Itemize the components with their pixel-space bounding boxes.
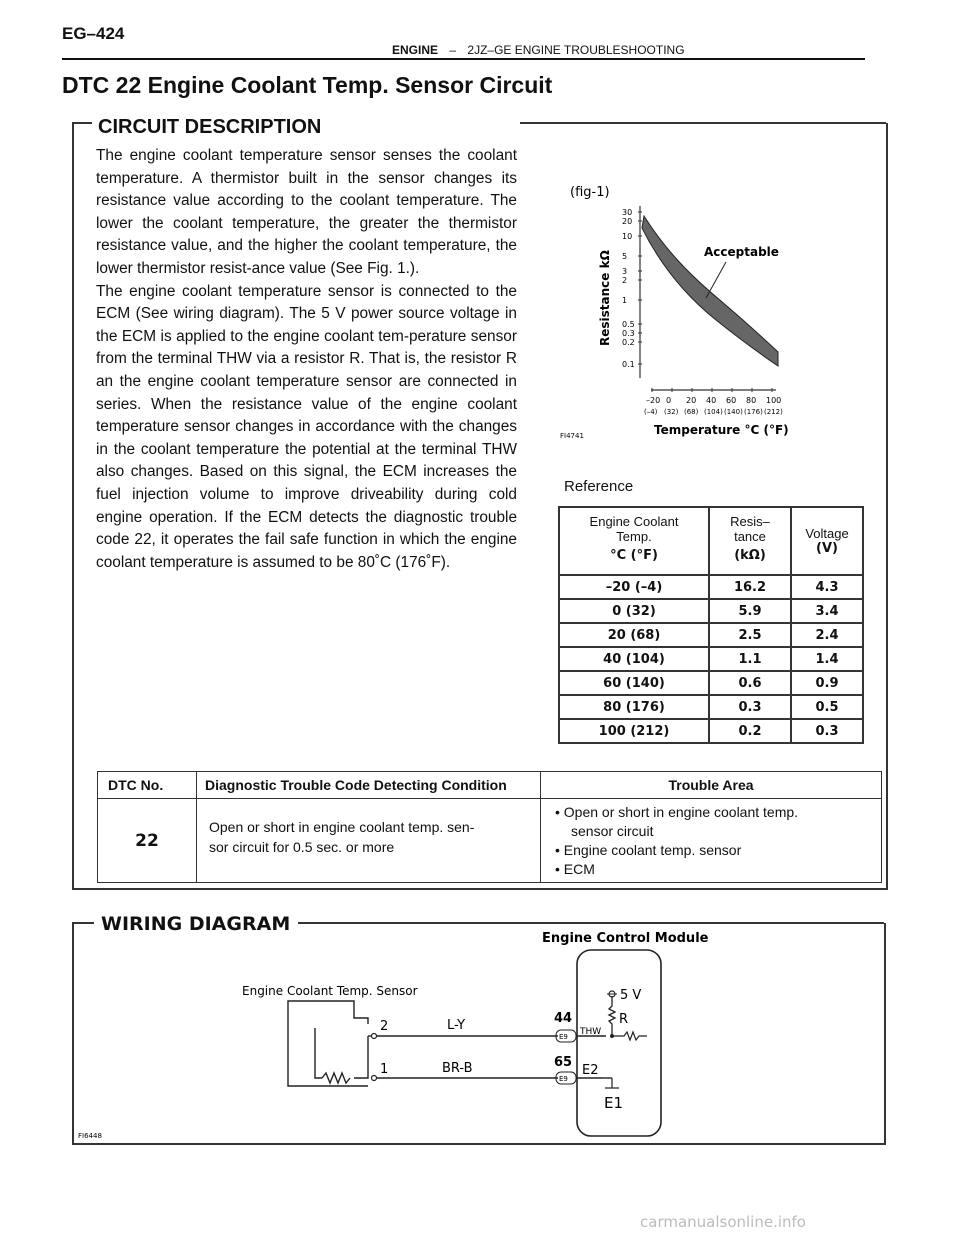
- reference-cell-volt: 1.4: [791, 647, 863, 671]
- reference-row: [559, 599, 863, 623]
- reference-row: [559, 695, 863, 719]
- x-tick-label-f: (32): [664, 408, 679, 416]
- sensor-body: [288, 1001, 368, 1024]
- x-tick-label-f: (176): [744, 408, 763, 416]
- reference-row: [559, 575, 863, 599]
- x-tick-label-c: 80: [746, 396, 757, 405]
- dtc-code: 22: [98, 799, 197, 883]
- e1-label: E1: [604, 1094, 624, 1112]
- graph-ylabel: Resistance kΩ: [598, 250, 612, 346]
- wire-ly-label: L-Y: [447, 1018, 466, 1033]
- running-header: [392, 43, 685, 57]
- ecm-pin-65: 65: [554, 1055, 573, 1070]
- dtc-row: [98, 799, 882, 883]
- trouble-area-item: • Open or short in engine coolant temp.: [555, 804, 799, 820]
- reference-cell-temp: 80 (176): [559, 695, 709, 719]
- header-detecting-condition: Diagnostic Trouble Code Detecting Condition: [197, 772, 541, 799]
- trouble-area-item: • ECM: [555, 861, 595, 877]
- reference-cell-res: 16.2: [709, 575, 791, 599]
- sensor-label: Engine Coolant Temp. Sensor: [242, 984, 418, 998]
- header-voltage: [791, 507, 863, 575]
- y-tick-label: 20: [622, 217, 633, 226]
- reference-table: [558, 506, 864, 744]
- reference-cell-volt: 0.9: [791, 671, 863, 695]
- frame-top-rule: [520, 122, 886, 124]
- thw-label: THW: [580, 1027, 602, 1037]
- annotation-leader: [706, 262, 726, 298]
- header-rule: [62, 58, 865, 60]
- reference-cell-volt: 0.3: [791, 719, 863, 743]
- y-tick-label: 5: [622, 252, 628, 261]
- trouble-area-item-cont: sensor circuit: [571, 823, 654, 839]
- header-res-label: Resis– tance: [730, 514, 770, 544]
- y-tick-label: 2: [622, 276, 628, 285]
- connector-e9-label: E9: [559, 1033, 568, 1041]
- y-tick-label: 3: [622, 267, 628, 276]
- x-tick-label-c: 100: [766, 396, 782, 405]
- resistor-label: R: [619, 1012, 629, 1027]
- circuit-description-text: [96, 145, 517, 574]
- pin-2-dot: [372, 1034, 377, 1039]
- reference-cell-res: 2.5: [709, 623, 791, 647]
- ecm-pin-44: 44: [554, 1011, 573, 1026]
- dtc-table: [97, 771, 882, 883]
- header-dtc-no: DTC No.: [98, 772, 197, 799]
- header-temp-label: Engine Coolant Temp.: [589, 514, 679, 544]
- page-number: EG–424: [62, 24, 125, 43]
- reference-cell-volt: 2.4: [791, 623, 863, 647]
- x-tick-label-f: (68): [684, 408, 699, 416]
- reference-header-row: [559, 507, 863, 575]
- wire-brb-label: BR-B: [442, 1061, 473, 1076]
- watermark: carmanualsonline.info: [640, 1213, 806, 1231]
- header-separator: –: [449, 43, 457, 57]
- thermistor-lead: [315, 1028, 322, 1078]
- trouble-area: [541, 799, 882, 883]
- x-tick-label-c: 60: [726, 396, 737, 405]
- wiring-diagram: [72, 926, 882, 1141]
- e2-label: E2: [582, 1063, 599, 1078]
- 5v-label: 5 V: [620, 988, 642, 1003]
- detecting-condition: [197, 799, 541, 883]
- wiring-diagram-heading: WIRING DIAGRAM: [101, 913, 291, 935]
- header-resistance: [709, 507, 791, 575]
- y-tick-label: 0.1: [622, 360, 635, 369]
- condition-line-2: sor circuit for 0.5 sec. or more: [209, 839, 395, 855]
- page-title: DTC 22 Engine Coolant Temp. Sensor Circuit: [62, 72, 553, 98]
- x-tick-label-c: 0: [666, 396, 672, 405]
- graph-xlabel: Temperature °C (°F): [654, 423, 789, 437]
- x-tick-label-f: (212): [764, 408, 783, 416]
- header-res-unit: (kΩ): [734, 548, 766, 563]
- ecm-label: Engine Control Module: [542, 931, 709, 946]
- trouble-area-item: • Engine coolant temp. sensor: [555, 842, 742, 858]
- x-tick-label-f: (140): [724, 408, 743, 416]
- header-subsection: 2JZ–GE ENGINE TROUBLESHOOTING: [467, 43, 685, 57]
- frame-top-rule: [72, 922, 94, 924]
- reference-cell-temp: 60 (140): [559, 671, 709, 695]
- sensor-pin-1: 1: [380, 1062, 389, 1077]
- figure-label: (fig-1): [570, 185, 610, 200]
- x-tick-label-f: (–4): [644, 408, 658, 416]
- x-tick-label-c: 40: [706, 396, 717, 405]
- header-volt-label: Voltage: [805, 526, 849, 541]
- x-tick-label-c: 20: [686, 396, 697, 405]
- frame-top-rule: [298, 922, 884, 924]
- sensor-pin-2: 2: [380, 1019, 389, 1034]
- reference-cell-temp: –20 (–4): [559, 575, 709, 599]
- description-paragraph-2: The engine coolant temperature sensor is connected to the ECM (See wiring diagram). The 5 V power source voltage in the ECM is applied to the engine coolant tem-perature sensor from the terminal THW via a resistor R. That is, the resistor R an the engine coolant temperature sensor are connected in series. When the resistance value of the engine coolant temperature sensor changes in accordance with the changes in the coolant temperature the potential at the terminal THW also changes. Based on this signal, the ECM increases the fuel injection volume to improve driveability during cold engine operation. If the ECM detects the diagnostic trouble code 22, it operates the fail safe function in which the engine coolant temperature is assumed to be 80˚C (176˚F).: [96, 282, 517, 571]
- reference-row: [559, 671, 863, 695]
- header-volt-unit: (V): [816, 541, 838, 556]
- header-trouble-area: Trouble Area: [541, 772, 882, 799]
- y-tick-label: 1: [622, 296, 628, 305]
- reference-cell-res: 0.6: [709, 671, 791, 695]
- x-tick-label-f: (104): [704, 408, 723, 416]
- connector-e9-label: E9: [559, 1075, 568, 1083]
- reference-cell-res: 0.2: [709, 719, 791, 743]
- reference-cell-volt: 3.4: [791, 599, 863, 623]
- x-tick-label-c: –20: [646, 396, 661, 405]
- reference-cell-volt: 0.5: [791, 695, 863, 719]
- figure-code: FI4741: [560, 432, 584, 440]
- reference-row: [559, 623, 863, 647]
- header-temp: [559, 507, 709, 575]
- dtc-header-row: [98, 772, 882, 799]
- circuit-description-heading: CIRCUIT DESCRIPTION: [98, 116, 322, 138]
- reference-cell-temp: 100 (212): [559, 719, 709, 743]
- diagram-code: FI6448: [78, 1132, 102, 1140]
- y-tick-label: 10: [622, 232, 633, 241]
- reference-cell-temp: 20 (68): [559, 623, 709, 647]
- thermistor-symbol: [322, 1073, 350, 1083]
- reference-cell-res: 0.3: [709, 695, 791, 719]
- reference-cell-temp: 0 (32): [559, 599, 709, 623]
- header-temp-unit: °C (°F): [610, 548, 658, 563]
- description-paragraph-1: The engine coolant temperature sensor senses the coolant temperature. A thermistor built in the sensor changes its resistance value according to the coolant temperature. The lower the coolant temperature, the greater the thermistor resistance value, and the higher the coolant temperature, the lower thermistor resist-ance value (See Fig. 1.).: [96, 147, 517, 277]
- header-section: ENGINE: [392, 43, 439, 57]
- thermistor-lead: [354, 1036, 368, 1078]
- acceptable-annotation: Acceptable: [704, 245, 779, 259]
- y-tick-label: 0.2: [622, 338, 635, 347]
- reference-row: [559, 647, 863, 671]
- resistance-temperature-graph: [556, 176, 816, 446]
- reference-row: [559, 719, 863, 743]
- reference-label: Reference: [564, 478, 634, 495]
- y-tick-label: 0.5: [622, 320, 635, 329]
- pin-1-dot: [372, 1076, 377, 1081]
- condition-line-1: Open or short in engine coolant temp. sen-: [209, 819, 475, 835]
- frame-top-rule: [72, 122, 92, 124]
- reference-cell-res: 1.1: [709, 647, 791, 671]
- internal-circuit: [612, 1032, 647, 1040]
- y-tick-label: 0.3: [622, 329, 635, 338]
- reference-cell-volt: 4.3: [791, 575, 863, 599]
- reference-cell-temp: 40 (104): [559, 647, 709, 671]
- y-tick-label: 30: [622, 208, 633, 217]
- reference-cell-res: 5.9: [709, 599, 791, 623]
- resistor-r-symbol: [609, 996, 615, 1036]
